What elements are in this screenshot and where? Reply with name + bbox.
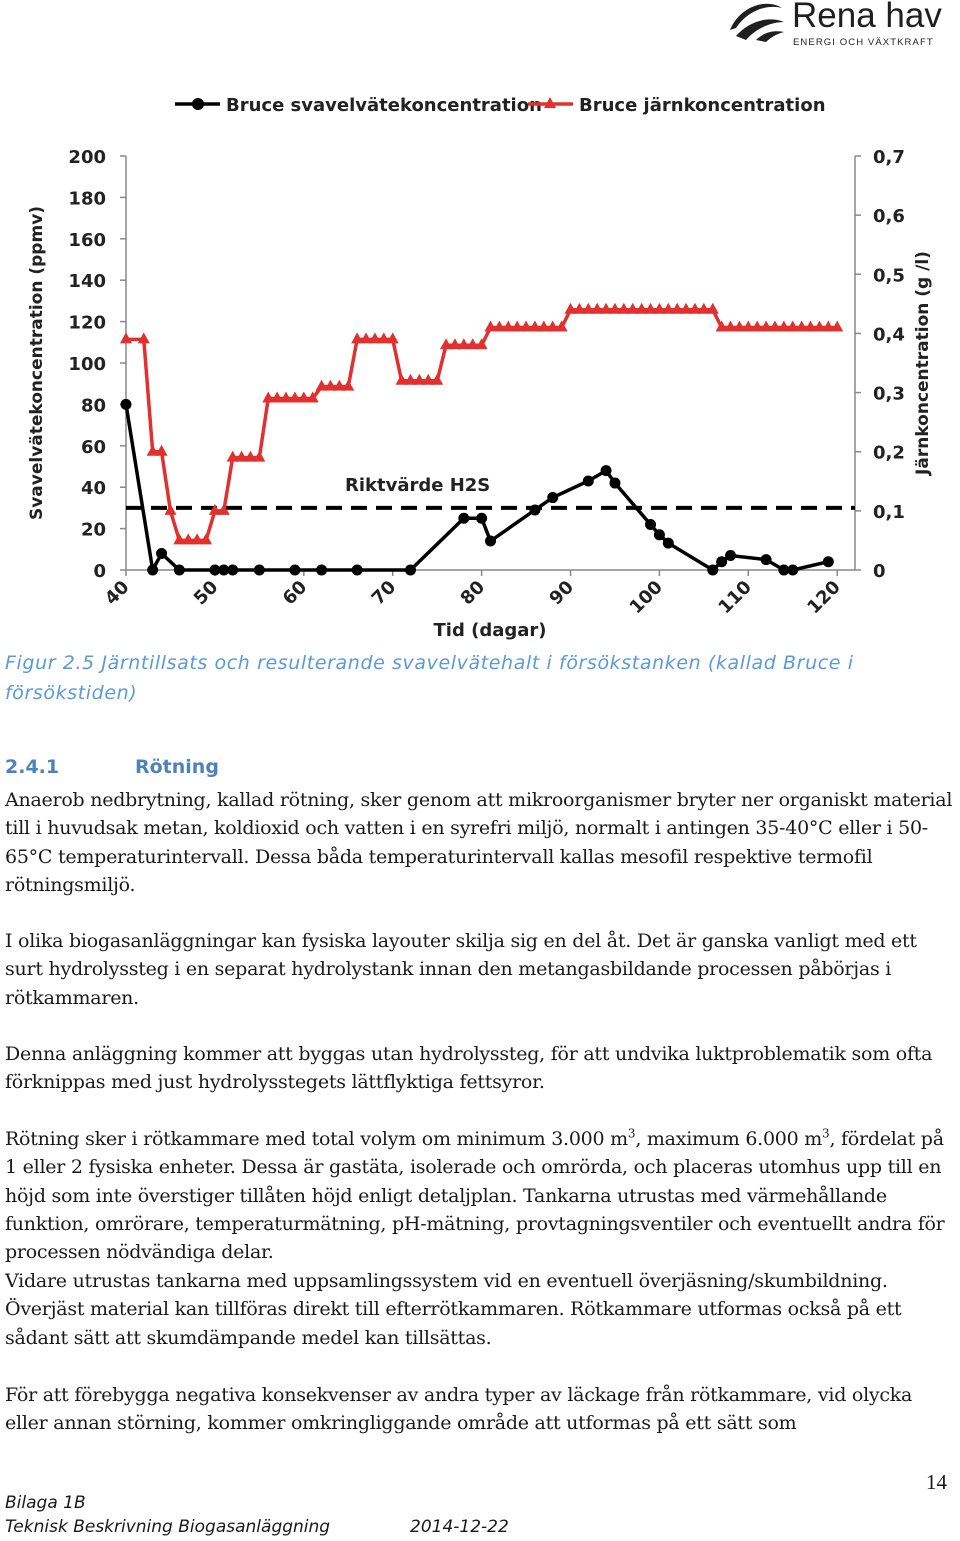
y-right-axis-title: Järnkoncentration (g /l) — [913, 251, 933, 475]
paragraph-no-hydrolysis: Denna anläggning kommer att byggas utan hydrolyssteg, för att undvika luktproblematik som ofta förknippas med just hydrolysstegets lättflyktiga fettsyror. — [5, 1043, 933, 1094]
h2s-data-point — [529, 504, 540, 515]
footer-date: 2014-12-22 — [410, 1517, 509, 1537]
h2s-data-point — [547, 492, 558, 503]
h2s-data-point — [654, 529, 665, 540]
footer-document-title: Teknisk Beskrivning Biogasanläggning — [5, 1517, 331, 1537]
y-left-tick-label: 200 — [68, 147, 106, 168]
y-left-tick-label: 180 — [68, 188, 106, 210]
figure-caption: Figur 2.5 Järntillsats och resulterande svavelvätehalt i försökstanken (kallad Bruce i försökstiden) — [5, 652, 854, 704]
text-span: , maximum 6.000 m — [635, 1128, 823, 1150]
h2s-data-point — [823, 556, 834, 567]
y-right-tick-label: 0,2 — [873, 442, 905, 464]
y-left-tick-label: 160 — [68, 229, 106, 251]
x-tick-label: 100 — [625, 576, 667, 619]
h2s-data-point — [645, 519, 656, 530]
h2s-data-point — [458, 513, 469, 524]
y-left-tick-label: 60 — [80, 436, 106, 458]
y-left-tick-label: 80 — [80, 395, 106, 417]
y-right-tick-label: 0,1 — [873, 501, 905, 523]
y-left-tick-label: 120 — [68, 312, 106, 334]
y-right-tick-label: 0,7 — [873, 147, 905, 168]
y-left-tick-label: 40 — [80, 478, 106, 500]
x-tick-label: 90 — [545, 576, 579, 610]
section-title: Rötning — [135, 756, 219, 778]
h2s-data-point — [583, 475, 594, 486]
legend-iron-label: Bruce järnkoncentration — [579, 95, 826, 116]
logo-tagline: ENERGI OCH VÄXTKRAFT — [793, 37, 934, 48]
x-tick-label: 40 — [100, 576, 134, 610]
h2s-data-point — [121, 399, 132, 410]
text-span: Rötning sker i rötkammare med total volym om minimum 3.000 m — [5, 1128, 628, 1150]
footer-appendix: Bilaga 1B — [5, 1493, 86, 1513]
h2s-data-point — [174, 565, 185, 576]
y-left-tick-label: 100 — [68, 354, 106, 375]
x-tick-label: 80 — [456, 576, 490, 610]
y-left-axis-title: Svavelvätekoncentration (ppmv) — [27, 205, 47, 521]
x-tick-label: 70 — [367, 576, 401, 610]
superscript: 3 — [627, 1126, 636, 1141]
threshold-label: Riktvärde H2S — [345, 474, 491, 496]
section-heading — [5, 756, 219, 778]
x-axis-title: Tid (dagar) — [433, 620, 547, 641]
company-logo — [726, 0, 956, 52]
h2s-data-point — [609, 478, 620, 489]
h2s-data-point — [663, 538, 674, 549]
legend-h2s-label: Bruce svavelvätekoncentration — [226, 95, 542, 116]
h2s-data-point — [316, 565, 327, 576]
x-tick-label: 60 — [278, 576, 312, 610]
y-left-tick-label: 140 — [68, 271, 106, 293]
page-number: 14 — [926, 1470, 947, 1494]
superscript: 3 — [822, 1126, 830, 1141]
h2s-data-point — [707, 565, 718, 576]
h2s-data-point — [227, 565, 238, 576]
h2s-data-point — [476, 513, 487, 524]
h2s-data-point — [156, 548, 167, 559]
y-right-tick-label: 0,5 — [873, 265, 905, 287]
h2s-data-point — [352, 565, 363, 576]
h2s-data-point — [716, 556, 727, 567]
y-right-tick-label: 0 — [873, 561, 886, 582]
h2s-data-point — [289, 565, 300, 576]
x-tick-label: 50 — [189, 576, 223, 610]
iron-h2s-chart — [0, 80, 960, 645]
paragraph-leakage: För att förebygga negativa konsekvenser av andra typer av läckage från rötkammare, vid olycka eller annan störning, kommer omkringliggande område att utformas på ett sätt som — [5, 1384, 913, 1435]
h2s-data-point — [725, 550, 736, 561]
x-tick-label: 110 — [714, 576, 756, 619]
y-left-tick-label: 20 — [80, 519, 106, 541]
text-span: , fördelat på 1 eller 2 fysiska enheter. Dessa är gastäta, isolerade och omrörda, och placeras utomhus upp till en höjd som inte överstiger tillåten höjd enligt detaljplan. Tankarna utrustas med värmehållande funktion, omrörare, temperaturmätning, pH-mätning, provtagningsventiler och eventuellt andra för processen nödvändiga delar. — [5, 1128, 945, 1264]
y-left-tick-label: 0 — [93, 561, 106, 582]
logo-name: Rena hav — [792, 0, 942, 35]
x-tick-label: 120 — [803, 576, 845, 619]
y-right-tick-label: 0,3 — [873, 383, 905, 405]
h2s-data-point — [405, 565, 416, 576]
h2s-data-point — [601, 465, 612, 476]
h2s-data-point — [485, 536, 496, 547]
paragraph-digester-volume — [5, 1125, 955, 1266]
h2s-data-point — [147, 565, 158, 576]
y-right-tick-label: 0,6 — [873, 206, 905, 228]
h2s-data-point — [254, 565, 265, 576]
h2s-data-point — [787, 565, 798, 576]
y-right-tick-label: 0,4 — [873, 324, 905, 346]
paragraph-foam-system: Vidare utrustas tankarna med uppsamlingssystem vid en eventuell överjäsning/skumbildning. Överjäst material kan tillföras direkt till efterrötkammaren. Rötkammare utformas också på ett sådant sätt att skumdämpande medel kan tillsättas. — [5, 1270, 902, 1349]
h2s-data-point — [761, 554, 772, 565]
paragraph-digestion-intro: Anaerob nedbrytning, kallad rötning, sker genom att mikroorganismer bryter ner organiskt material till i huvudsak metan, koldioxid och vatten i en syrefri miljö, normalt i antingen 35-40°C eller i 50-65°C temperaturintervall. Dessa båda temperaturintervall kallas mesofil respektive termofil rötningsmiljö. — [5, 789, 953, 896]
swoosh-logo-icon — [726, 0, 788, 44]
section-number: 2.4.1 — [5, 756, 60, 778]
legend-h2s-marker — [192, 98, 204, 110]
paragraph-layouts: I olika biogasanläggningar kan fysiska layouter skilja sig en del åt. Det är ganska vanligt med ett surt hydrolyssteg i en separat hydrolystank innan den metangasbildande processen påbörjas i rötkammaren. — [5, 930, 917, 1009]
